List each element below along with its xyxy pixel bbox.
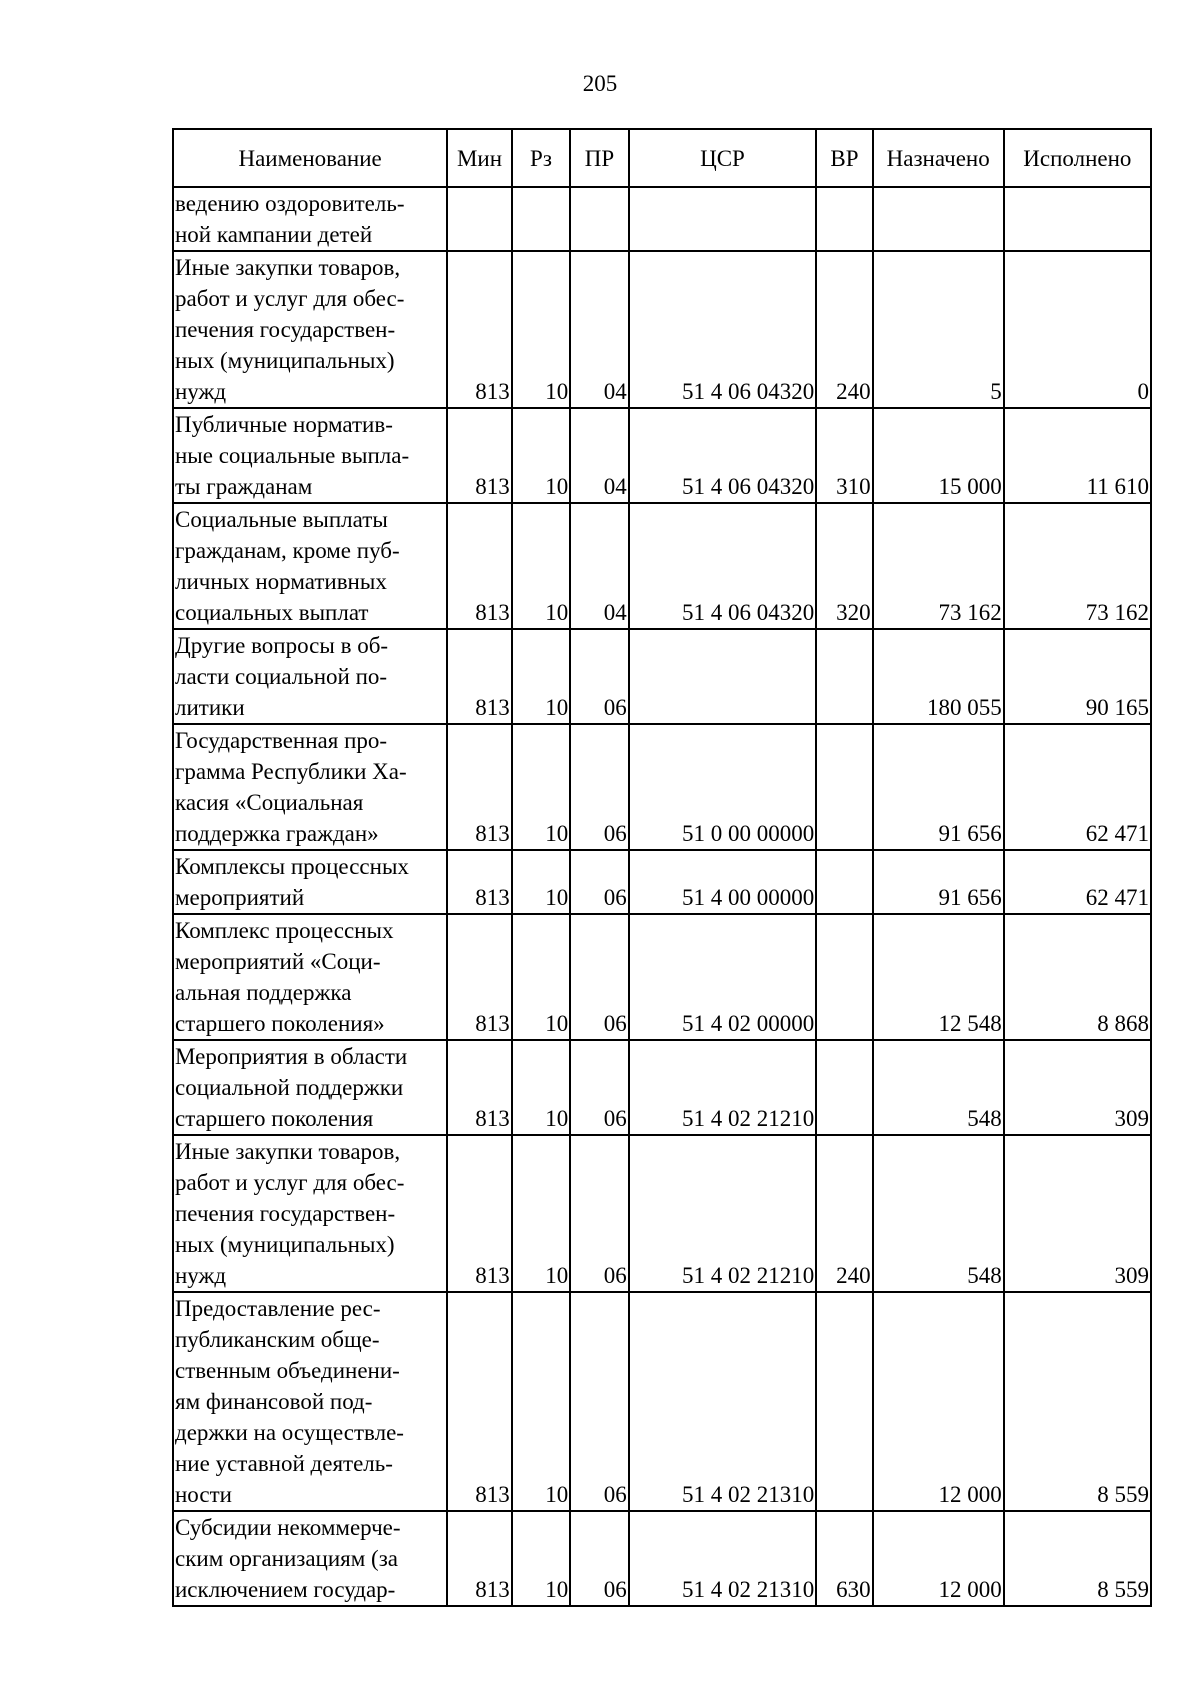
cell-pr: 04 [570, 408, 628, 503]
cell-assigned: 91 656 [873, 724, 1004, 850]
cell-name: Мероприятия в области социальной поддержки старшего поколения [173, 1040, 447, 1135]
cell-name: Государственная про- грамма Республики Ха- касия «Социальная поддержка граждан» [173, 724, 447, 850]
cell-csr: 51 4 06 04320 [629, 251, 817, 408]
cell-csr: 51 4 02 21310 [629, 1511, 817, 1606]
cell-assigned: 12 000 [873, 1511, 1004, 1606]
cell-name: Иные закупки товаров, работ и услуг для обес- печения государствен- ных (муниципальных) нужд [173, 251, 447, 408]
header-rz: Рз [512, 129, 570, 187]
cell-min: 813 [447, 629, 512, 724]
cell-vr [816, 629, 872, 724]
cell-executed: 62 471 [1004, 724, 1151, 850]
table-row [173, 1135, 1151, 1292]
cell-assigned: 12 000 [873, 1292, 1004, 1511]
cell-vr [816, 850, 872, 914]
cell-name: Предоставление рес- публиканским обще- ственным объединени- ям финансовой под- держки на осуществле- ние уставной деятель- ности [173, 1292, 447, 1511]
table-row [173, 187, 1151, 251]
cell-pr: 06 [570, 1135, 628, 1292]
header-assigned: Назначено [873, 129, 1004, 187]
cell-name: Иные закупки товаров, работ и услуг для обес- печения государствен- ных (муниципальных) нужд [173, 1135, 447, 1292]
cell-rz: 10 [512, 1135, 570, 1292]
cell-executed: 8 559 [1004, 1292, 1151, 1511]
cell-min: 813 [447, 1511, 512, 1606]
cell-rz [512, 187, 570, 251]
table-body [173, 187, 1151, 1606]
cell-vr: 630 [816, 1511, 872, 1606]
cell-min: 813 [447, 724, 512, 850]
cell-pr: 06 [570, 1511, 628, 1606]
cell-rz: 10 [512, 914, 570, 1040]
cell-rz: 10 [512, 1292, 570, 1511]
table-row [173, 914, 1151, 1040]
cell-vr [816, 187, 872, 251]
table-row [173, 251, 1151, 408]
cell-rz: 10 [512, 251, 570, 408]
cell-name: Субсидии некоммерче- ским организациям (за исключением государ- [173, 1511, 447, 1606]
cell-csr: 51 4 02 00000 [629, 914, 817, 1040]
cell-csr: 51 4 06 04320 [629, 503, 817, 629]
cell-pr: 06 [570, 724, 628, 850]
header-vr: ВР [816, 129, 872, 187]
cell-pr [570, 187, 628, 251]
cell-csr [629, 629, 817, 724]
cell-csr [629, 187, 817, 251]
cell-min: 813 [447, 408, 512, 503]
cell-min: 813 [447, 503, 512, 629]
cell-csr: 51 4 00 00000 [629, 850, 817, 914]
cell-pr: 06 [570, 1040, 628, 1135]
table-row [173, 629, 1151, 724]
cell-pr: 06 [570, 629, 628, 724]
cell-rz: 10 [512, 408, 570, 503]
table-header [173, 129, 1151, 187]
cell-executed: 0 [1004, 251, 1151, 408]
cell-rz: 10 [512, 503, 570, 629]
cell-vr [816, 1040, 872, 1135]
header-min: Мин [447, 129, 512, 187]
cell-assigned: 5 [873, 251, 1004, 408]
cell-csr: 51 4 02 21310 [629, 1292, 817, 1511]
cell-name: Комплексы процессных мероприятий [173, 850, 447, 914]
cell-vr [816, 914, 872, 1040]
cell-pr: 04 [570, 251, 628, 408]
cell-min: 813 [447, 1292, 512, 1511]
table-row [173, 850, 1151, 914]
cell-rz: 10 [512, 1040, 570, 1135]
cell-csr: 51 4 02 21210 [629, 1135, 817, 1292]
cell-min: 813 [447, 251, 512, 408]
cell-vr: 240 [816, 251, 872, 408]
cell-name: Комплекс процессных мероприятий «Соци- альная поддержка старшего поколения» [173, 914, 447, 1040]
cell-vr [816, 1292, 872, 1511]
cell-rz: 10 [512, 629, 570, 724]
cell-executed: 309 [1004, 1135, 1151, 1292]
cell-pr: 06 [570, 1292, 628, 1511]
cell-pr: 04 [570, 503, 628, 629]
cell-name: Другие вопросы в об- ласти социальной по- литики [173, 629, 447, 724]
header-name: Наименование [173, 129, 447, 187]
cell-executed: 11 610 [1004, 408, 1151, 503]
header-executed: Исполнено [1004, 129, 1151, 187]
cell-assigned: 73 162 [873, 503, 1004, 629]
cell-csr: 51 4 06 04320 [629, 408, 817, 503]
cell-rz: 10 [512, 1511, 570, 1606]
header-pr: ПР [570, 129, 628, 187]
cell-assigned [873, 187, 1004, 251]
cell-assigned: 12 548 [873, 914, 1004, 1040]
cell-min: 813 [447, 914, 512, 1040]
cell-name: Социальные выплаты гражданам, кроме пуб- личных нормативных социальных выплат [173, 503, 447, 629]
cell-vr: 310 [816, 408, 872, 503]
cell-vr: 320 [816, 503, 872, 629]
cell-pr: 06 [570, 850, 628, 914]
cell-min: 813 [447, 1040, 512, 1135]
table-row [173, 1040, 1151, 1135]
table-row [173, 1292, 1151, 1511]
cell-executed: 90 165 [1004, 629, 1151, 724]
cell-min [447, 187, 512, 251]
cell-name: ведению оздоровитель- ной кампании детей [173, 187, 447, 251]
table-row [173, 724, 1151, 850]
page-number: 205 [582, 71, 618, 96]
cell-vr [816, 724, 872, 850]
cell-min: 813 [447, 1135, 512, 1292]
cell-vr: 240 [816, 1135, 872, 1292]
table-row [173, 408, 1151, 503]
cell-assigned: 91 656 [873, 850, 1004, 914]
cell-executed: 73 162 [1004, 503, 1151, 629]
cell-executed: 8 868 [1004, 914, 1151, 1040]
cell-executed: 8 559 [1004, 1511, 1151, 1606]
cell-rz: 10 [512, 724, 570, 850]
cell-assigned: 180 055 [873, 629, 1004, 724]
header-csr: ЦСР [629, 129, 817, 187]
cell-pr: 06 [570, 914, 628, 1040]
cell-rz: 10 [512, 850, 570, 914]
table-row [173, 1511, 1151, 1606]
cell-min: 813 [447, 850, 512, 914]
table-row [173, 503, 1151, 629]
header-row [173, 129, 1151, 187]
cell-csr: 51 0 00 00000 [629, 724, 817, 850]
cell-name: Публичные норматив- ные социальные выпла- ты гражданам [173, 408, 447, 503]
cell-executed: 309 [1004, 1040, 1151, 1135]
cell-executed [1004, 187, 1151, 251]
cell-csr: 51 4 02 21210 [629, 1040, 817, 1135]
cell-assigned: 548 [873, 1135, 1004, 1292]
budget-execution-table [172, 128, 1152, 1607]
cell-assigned: 15 000 [873, 408, 1004, 503]
cell-executed: 62 471 [1004, 850, 1151, 914]
cell-assigned: 548 [873, 1040, 1004, 1135]
